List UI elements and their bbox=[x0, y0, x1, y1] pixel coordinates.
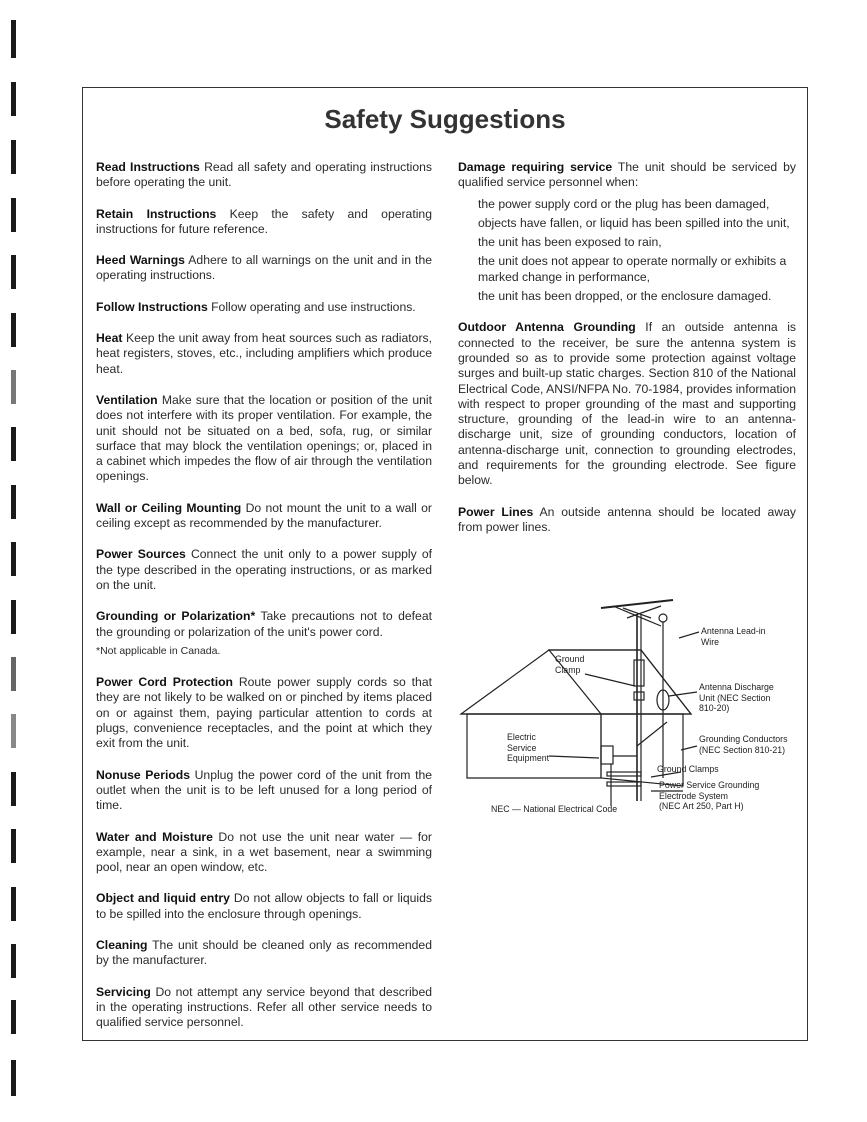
page-title: Safety Suggestions bbox=[324, 104, 566, 134]
label-ground-clamps: Ground Clamps bbox=[657, 764, 719, 774]
section-text: Do not use the unit near water — for example, near a sink, in a wet basement, near a swimming pool, near an open window, etc. bbox=[96, 829, 432, 875]
binding-mark bbox=[11, 198, 16, 232]
binding-mark bbox=[11, 255, 16, 289]
section-text: The unit should be cleaned only as recommended by the manufacturer. bbox=[96, 937, 432, 968]
section-heading: Read Instructions bbox=[96, 160, 200, 174]
binding-mark bbox=[11, 542, 16, 576]
label-nec: NEC — National Electrical Code bbox=[491, 804, 618, 814]
water-moisture bbox=[96, 830, 432, 876]
section-text: An outside antenna should be located away from power lines. bbox=[458, 504, 797, 534]
label-discharge-unit bbox=[699, 682, 774, 714]
section-text: Take precautions not to defeat the grounding or polarization of the unit's power cord. bbox=[96, 609, 433, 639]
label-line: Grounding Conductors bbox=[699, 734, 788, 744]
label-line: Power Service Grounding bbox=[659, 780, 760, 790]
section-text: Make sure that the location or position of the unit does not interfere with its proper ventilation. For example, the unit should not be situated on a bed, sofa, rug, or similar surface that may block the ventilation openings; or, placed in a cabinet which impedes the flow of air through the ventilation openings. bbox=[96, 392, 432, 484]
section-heading: Grounding or Polarization* bbox=[96, 609, 256, 624]
binding-marks bbox=[0, 0, 20, 1122]
damage-item: the power supply cord or the plug has been damaged, bbox=[478, 196, 770, 211]
section-heading: Nonuse Periods bbox=[96, 767, 191, 782]
follow-instructions bbox=[96, 300, 432, 315]
binding-mark bbox=[11, 427, 16, 461]
label-line: Unit (NEC Section bbox=[699, 692, 771, 703]
binding-mark bbox=[11, 714, 16, 748]
label-ground-clamp bbox=[555, 654, 584, 675]
section-heading: Wall or Ceiling Mounting bbox=[96, 500, 242, 515]
section-heading: Water and Moisture bbox=[96, 829, 213, 844]
section-text: Do not mount the unit to a wall or ceiling except as recommended by the manufacturer. bbox=[96, 500, 432, 531]
damage-item: objects have fallen, or liquid has been spilled into the unit, bbox=[478, 215, 790, 230]
section-heading: Outdoor Antenna Grounding bbox=[458, 320, 636, 335]
binding-mark bbox=[11, 313, 16, 347]
label-line: 810-20) bbox=[699, 703, 730, 713]
grounding-footnote: *Not applicable in Canada. bbox=[96, 644, 221, 657]
leader-line bbox=[669, 692, 697, 696]
section-text: Connect the unit only to a power supply of the type described in the operating instructions, or as marked on the unit. bbox=[96, 547, 432, 592]
damage-item: the unit has been exposed to rain, bbox=[478, 235, 662, 250]
object-liquid-entry bbox=[96, 891, 432, 922]
section-heading: Retain Instructions bbox=[96, 206, 217, 221]
section-heading: Servicing bbox=[96, 984, 151, 999]
ventilation bbox=[96, 393, 432, 485]
leader-line bbox=[549, 756, 599, 758]
damage-item: the unit has been dropped, or the enclosure damaged. bbox=[478, 289, 772, 304]
power-cord-protection bbox=[96, 675, 432, 751]
binding-mark bbox=[11, 887, 16, 921]
section-text: Adhere to all warnings on the unit and in the operating instructions. bbox=[96, 253, 433, 283]
read-instructions bbox=[96, 160, 432, 191]
section-heading: Power Lines bbox=[458, 504, 534, 519]
antenna-element bbox=[601, 600, 673, 608]
binding-mark bbox=[11, 140, 16, 174]
section-text: If an outside antenna is connected to the receiver, be sure the antenna system is grounded so as to provide some protection against voltage surges and built-up static charges. Section 810 of the National Electrical Code, ANSI/NFPA No. 70-1984, provides information with respect to proper grounding of the mast and supporting structure, grounding of the lead-in wire to an antenna-discharge unit, size of grounding conductors, location of antenna-discharge unit, connection to grounding electrodes, and requirements for the grounding electrode. See figure below. bbox=[458, 320, 797, 488]
grounding-polarization bbox=[96, 609, 432, 640]
label-line: Equipment bbox=[507, 753, 550, 763]
section-heading: Object and liquid entry bbox=[96, 891, 230, 906]
label-line: Service bbox=[507, 742, 537, 753]
binding-mark bbox=[11, 20, 16, 58]
power-sources bbox=[96, 547, 432, 593]
servicing bbox=[96, 985, 432, 1031]
binding-mark bbox=[11, 82, 16, 116]
label-line: Clamp bbox=[555, 664, 581, 675]
label-line: Ground bbox=[555, 654, 585, 664]
section-heading: Ventilation bbox=[96, 392, 158, 407]
label-electric-service bbox=[507, 732, 549, 764]
section-heading: Heat bbox=[96, 331, 123, 346]
section-text: Do not attempt any service beyond that described in the operating instructions. Refer all other service needs to qualified service personnel. bbox=[96, 984, 432, 1030]
damage-item: the unit does not appear to operate normally or exhibits a marked change in performance, bbox=[478, 254, 787, 284]
section-text: The unit should be serviced by qualified service personnel when: bbox=[458, 160, 796, 190]
cleaning bbox=[96, 938, 432, 969]
section-heading: Follow Instructions bbox=[96, 299, 208, 314]
section-text: Follow operating and use instructions. bbox=[207, 299, 416, 314]
heat bbox=[96, 331, 432, 377]
label-antenna-lead-in bbox=[701, 626, 766, 647]
section-text: Keep the unit away from heat sources such as radiators, heat registers, stoves, etc., including amplifiers which produce heat. bbox=[96, 331, 432, 376]
section-text: Route power supply cords so that they are not likely to be walked on or pinched by items placed on or against them, paying particular attention to cords at plugs, convenience receptacles, and the point at which they exit from the unit. bbox=[96, 675, 432, 751]
damage-requiring-service bbox=[458, 160, 796, 191]
outdoor-antenna-grounding bbox=[458, 320, 796, 488]
antenna-grounding-diagram bbox=[451, 596, 801, 836]
label-line: Electrode System bbox=[659, 790, 728, 801]
label-line: (NEC Section 810-21) bbox=[699, 744, 786, 755]
label-line: (NEC Art 250, Part H) bbox=[659, 801, 744, 811]
binding-mark bbox=[11, 1060, 16, 1096]
binding-mark bbox=[11, 1000, 16, 1034]
heed-warnings bbox=[96, 253, 432, 284]
binding-mark bbox=[11, 370, 16, 404]
wall-ceiling-mounting bbox=[96, 501, 432, 532]
section-text: Do not allow objects to fall or liquids to be spilled into the enclosure through openings. bbox=[96, 891, 432, 921]
section-heading: Cleaning bbox=[96, 937, 148, 952]
section-text: Read all safety and operating instructions before operating the unit. bbox=[96, 160, 432, 190]
label-line: Electric bbox=[507, 732, 536, 742]
label-grounding-conductors bbox=[699, 734, 788, 755]
binding-mark bbox=[11, 485, 16, 519]
section-text: Keep the safety and operating instructions for future reference. bbox=[96, 206, 432, 236]
section-heading: Damage requiring service bbox=[458, 160, 613, 174]
binding-mark bbox=[11, 657, 16, 691]
mast-clamp bbox=[634, 660, 644, 686]
safety-frame bbox=[82, 87, 808, 1041]
service-box bbox=[601, 746, 613, 764]
section-text: Unplug the power cord of the unit from the outlet when the unit is to be left unused for a long period of time. bbox=[96, 767, 433, 813]
label-power-service bbox=[659, 780, 759, 812]
label-line: Antenna Discharge bbox=[699, 682, 774, 692]
section-heading: Heed Warnings bbox=[96, 253, 185, 268]
label-line: Wire bbox=[701, 636, 720, 647]
binding-mark bbox=[11, 829, 16, 863]
binding-mark bbox=[11, 944, 16, 978]
binding-mark bbox=[11, 772, 16, 806]
left-column bbox=[96, 160, 432, 1046]
nonuse-periods bbox=[96, 768, 432, 814]
binding-mark bbox=[11, 600, 16, 634]
section-heading: Power Sources bbox=[96, 547, 186, 562]
right-column bbox=[458, 160, 796, 551]
label-line: Antenna Lead-in bbox=[701, 626, 766, 636]
power-lines bbox=[458, 505, 796, 536]
leader-line bbox=[585, 674, 635, 686]
retain-instructions bbox=[96, 207, 432, 238]
section-heading: Power Cord Protection bbox=[96, 675, 233, 690]
leader-line bbox=[679, 632, 699, 638]
